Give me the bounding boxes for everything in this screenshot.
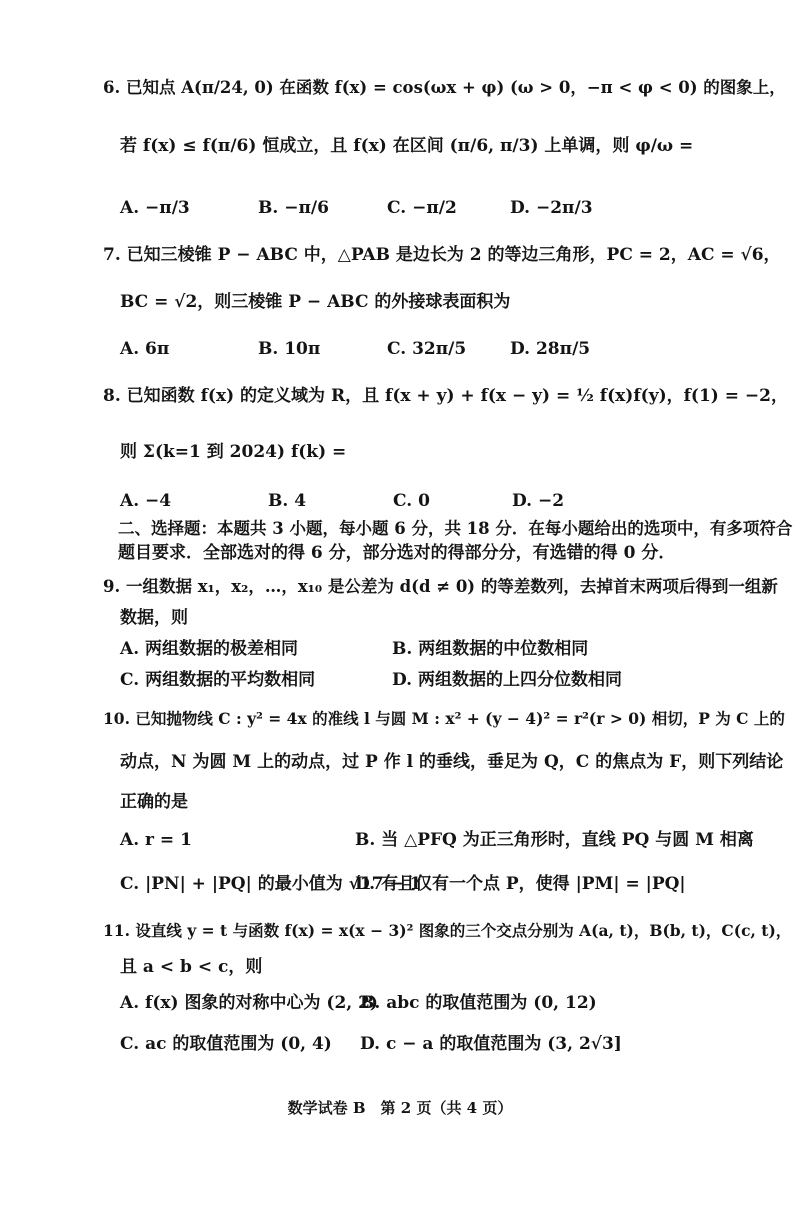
q10-option-b: B. 当 △PFQ 为正三角形时，直线 PQ 与圆 M 相离: [355, 830, 754, 850]
q7-line2: BC = √2，则三棱锥 P − ABC 的外接球表面积为: [120, 292, 511, 312]
q11-option-c: C. ac 的取值范围为 (0, 4): [120, 1034, 332, 1054]
q10-line3: 正确的是: [120, 792, 188, 812]
q7-option-c: C. 32π/5: [387, 339, 467, 359]
page-footer: 数学试卷 B 第 2 页（共 4 页）: [287, 1099, 513, 1117]
q6-option-a: A. −π/3: [120, 198, 190, 218]
q8-option-a: A. −4: [120, 491, 172, 511]
q9-option-d: D. 两组数据的上四分位数相同: [392, 670, 622, 690]
q7-option-a: A. 6π: [120, 339, 170, 359]
q10-line1: 10. 已知抛物线 C : y² = 4x 的准线 l 与圆 M : x² + (y − 4)² = r²(r > 0) 相切，P 为 C 上的: [103, 709, 785, 728]
section2-line2: 题目要求．全部选对的得 6 分，部分选对的得部分分，有选错的得 0 分．: [118, 543, 676, 563]
q9-line1: 9. 一组数据 x₁，x₂，…，x₁₀ 是公差为 d(d ≠ 0) 的等差数列，去掉首末两项后得到一组新: [103, 577, 778, 596]
q11-option-a: A. f(x) 图象的对称中心为 (2, 2): [120, 993, 378, 1013]
q9-option-b: B. 两组数据的中位数相同: [392, 639, 589, 659]
q11-line2: 且 a < b < c，则: [120, 957, 263, 977]
q9-option-a: A. 两组数据的极差相同: [120, 639, 299, 659]
q11-line1: 11. 设直线 y = t 与函数 f(x) = x(x − 3)² 图象的三个交点分别为 A(a, t)，B(b, t)，C(c, t)，: [103, 921, 792, 940]
q8-option-b: B. 4: [268, 491, 307, 511]
q10-option-a: A. r = 1: [120, 830, 192, 850]
q10-option-d: D. 有且仅有一个点 P，使得 |PM| = |PQ|: [355, 874, 686, 894]
q8-line2: 则 Σ(k=1 到 2024) f(k) =: [120, 442, 347, 462]
q7-line1: 7. 已知三棱锥 P − ABC 中，△PAB 是边长为 2 的等边三角形，PC = 2，AC = √6，: [103, 245, 781, 265]
q9-option-c: C. 两组数据的平均数相同: [120, 670, 316, 690]
q6-option-d: D. −2π/3: [510, 198, 593, 218]
q8-option-d: D. −2: [512, 491, 565, 511]
q10-option-c: C. |PN| + |PQ| 的最小值为 √17 − 1: [120, 874, 422, 894]
q6-line2: 若 f(x) ≤ f(π/6) 恒成立，且 f(x) 在区间 (π/6, π/3) 上单调，则 φ/ω =: [120, 136, 694, 156]
q6-line1: 6. 已知点 A(π/24, 0) 在函数 f(x) = cos(ωx + φ) (ω > 0，−π < φ < 0) 的图象上，: [103, 78, 786, 97]
q11-option-b: B. abc 的取值范围为 (0, 12): [360, 993, 597, 1013]
q8-option-c: C. 0: [393, 491, 430, 511]
q6-option-b: B. −π/6: [258, 198, 329, 218]
q7-option-b: B. 10π: [258, 339, 321, 359]
q11-option-d: D. c − a 的取值范围为 (3, 2√3]: [360, 1034, 622, 1054]
q10-line2: 动点，N 为圆 M 上的动点，过 P 作 l 的垂线，垂足为 Q，C 的焦点为 F，则下列结论: [120, 752, 784, 772]
q9-line2: 数据，则: [120, 608, 188, 628]
section2-line1: 二、选择题：本题共 3 小题，每小题 6 分，共 18 分．在每小题给出的选项中，有多项符合: [118, 519, 793, 538]
q6-option-c: C. −π/2: [387, 198, 457, 218]
q7-option-d: D. 28π/5: [510, 339, 591, 359]
q8-line1: 8. 已知函数 f(x) 的定义域为 R，且 f(x + y) + f(x − y) = ½ f(x)f(y)，f(1) = −2，: [103, 386, 788, 406]
